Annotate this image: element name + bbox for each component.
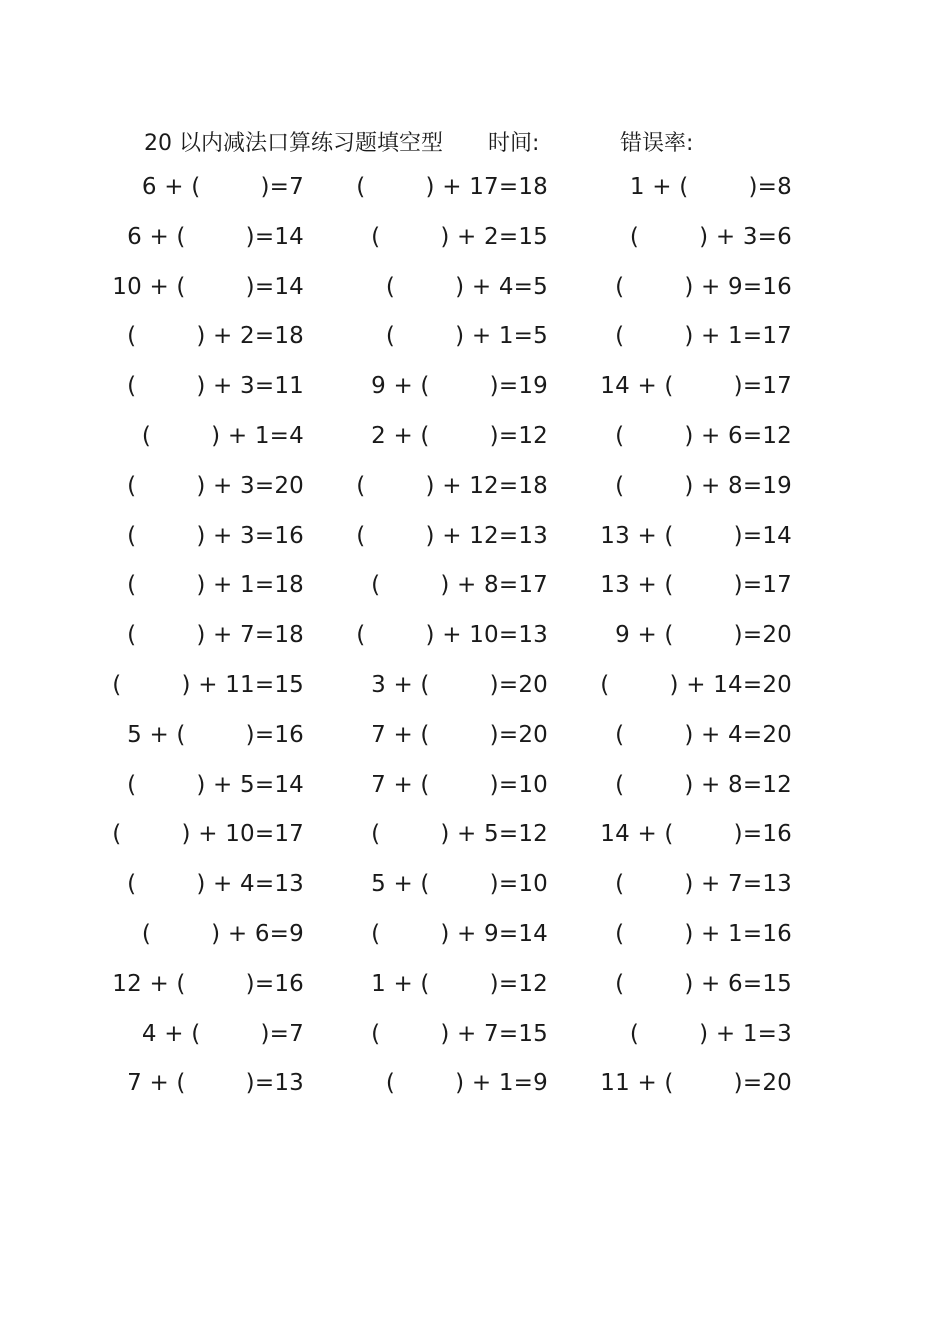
problem-cell: ( ) + 4=5 — [385, 273, 548, 300]
problem-cell: ( ) + 1=3 — [629, 1020, 792, 1047]
problem-cell: ( ) + 2=18 — [127, 323, 304, 350]
problem-row — [0, 572, 950, 622]
problem-cell: 10 + ( )=14 — [112, 273, 304, 300]
problem-cell: ( ) + 14=20 — [600, 671, 792, 698]
problem-cell: ( ) + 9=16 — [615, 273, 792, 300]
problem-cell: ( ) + 9=14 — [371, 920, 548, 947]
problem-cell: 13 + ( )=17 — [600, 572, 792, 599]
problem-cell: ( ) + 8=17 — [371, 572, 548, 599]
problem-row — [0, 423, 950, 473]
problem-row — [0, 473, 950, 523]
problem-cell: 13 + ( )=14 — [600, 522, 792, 549]
problem-cell: ( ) + 6=15 — [615, 970, 792, 997]
problem-row — [0, 921, 950, 971]
problem-cell: ( ) + 1=17 — [615, 323, 792, 350]
problem-cell: 14 + ( )=17 — [600, 373, 792, 400]
problem-cell: ( ) + 3=6 — [629, 223, 792, 250]
problem-row — [0, 772, 950, 822]
problem-cell: 6 + ( )=14 — [127, 223, 304, 250]
problem-row — [0, 323, 950, 373]
problem-cell: ( ) + 4=13 — [127, 871, 304, 898]
problem-cell: 6 + ( )=7 — [141, 174, 304, 200]
problem-row — [0, 871, 950, 921]
problem-row — [0, 622, 950, 672]
problem-cell: ( ) + 6=12 — [615, 422, 792, 449]
problem-cell: 4 + ( )=7 — [141, 1020, 304, 1047]
problem-row — [0, 224, 950, 274]
problem-cell: ( ) + 3=20 — [127, 472, 304, 499]
problem-cell: 1 + ( )=8 — [629, 174, 792, 200]
problem-cell: ( ) + 2=15 — [371, 223, 548, 250]
problem-cell: ( ) + 7=13 — [615, 871, 792, 898]
page-title: 20 以内减法口算练习题填空型 — [144, 131, 443, 156]
problem-cell: ( ) + 8=19 — [615, 472, 792, 499]
problem-row — [0, 174, 950, 224]
problem-cell: ( ) + 1=9 — [385, 1070, 548, 1097]
problem-cell: ( ) + 1=5 — [385, 323, 548, 350]
problem-cell: 9 + ( )=20 — [615, 622, 792, 649]
problem-cell: ( ) + 7=18 — [127, 622, 304, 649]
problem-cell: 14 + ( )=16 — [600, 821, 792, 848]
problem-cell: ( ) + 10=17 — [112, 821, 304, 848]
problem-cell: ( ) + 5=12 — [371, 821, 548, 848]
problem-cell: ( ) + 6=9 — [141, 920, 304, 947]
problem-row — [0, 373, 950, 423]
problem-row — [0, 672, 950, 722]
problem-cell: ( ) + 10=13 — [356, 622, 548, 649]
problem-row — [0, 523, 950, 573]
problem-cell: 7 + ( )=10 — [371, 771, 548, 798]
problem-cell: 7 + ( )=13 — [127, 1070, 304, 1097]
problem-cell: ( ) + 1=18 — [127, 572, 304, 599]
problem-cell: 7 + ( )=20 — [371, 721, 548, 748]
problem-row — [0, 274, 950, 324]
error-rate-label: 错误率: — [620, 131, 694, 156]
problem-cell: ( ) + 3=16 — [127, 522, 304, 549]
problem-cell: 11 + ( )=20 — [600, 1070, 792, 1097]
problem-cell: ( ) + 12=18 — [356, 472, 548, 499]
problem-cell: 5 + ( )=10 — [371, 871, 548, 898]
problem-row — [0, 722, 950, 772]
problem-cell: 5 + ( )=16 — [127, 721, 304, 748]
problem-cell: 2 + ( )=12 — [371, 422, 548, 449]
problem-cell: ( ) + 3=11 — [127, 373, 304, 400]
problem-cell: ( ) + 17=18 — [356, 174, 548, 200]
problem-cell: ( ) + 5=14 — [127, 771, 304, 798]
problem-cell: 1 + ( )=12 — [371, 970, 548, 997]
problem-row — [0, 1021, 950, 1071]
worksheet-header — [144, 126, 910, 160]
problem-cell: 12 + ( )=16 — [112, 970, 304, 997]
problem-cell: 9 + ( )=19 — [371, 373, 548, 400]
problem-cell: ( ) + 8=12 — [615, 771, 792, 798]
problem-cell: ( ) + 11=15 — [112, 671, 304, 698]
problem-cell: ( ) + 4=20 — [615, 721, 792, 748]
time-label: 时间: — [488, 131, 540, 156]
problem-cell: ( ) + 1=4 — [141, 422, 304, 449]
problem-cell: 3 + ( )=20 — [371, 671, 548, 698]
problem-row — [0, 821, 950, 871]
problem-cell: ( ) + 12=13 — [356, 522, 548, 549]
problem-row — [0, 971, 950, 1021]
problem-grid — [0, 174, 950, 1120]
problem-row — [0, 1070, 950, 1120]
problem-cell: ( ) + 1=16 — [615, 920, 792, 947]
problem-cell: ( ) + 7=15 — [371, 1020, 548, 1047]
